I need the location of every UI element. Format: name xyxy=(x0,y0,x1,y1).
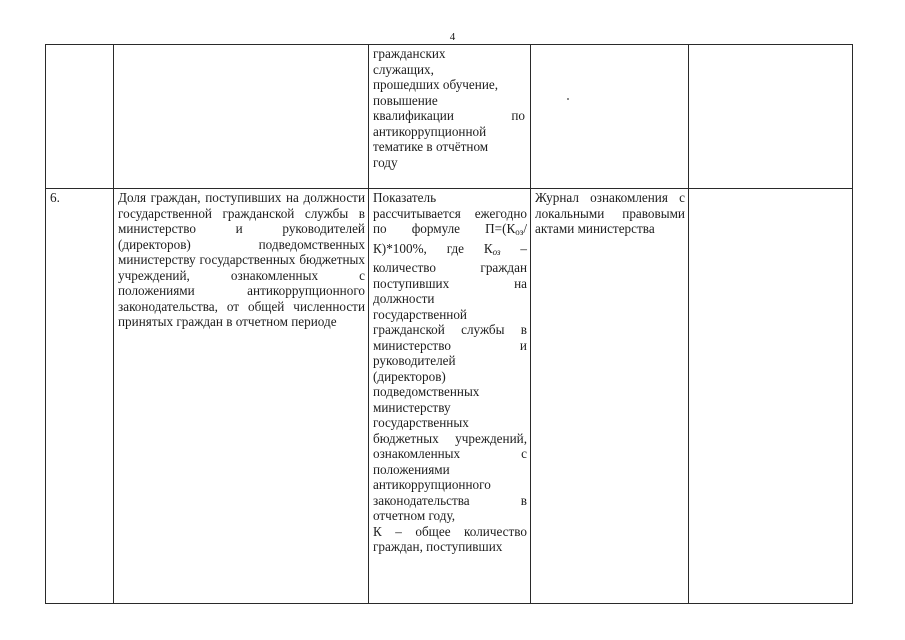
koz-symbol xyxy=(484,241,501,256)
method-line: тематике в отчётном xyxy=(373,139,489,154)
formula-start: П=(К xyxy=(485,221,516,236)
cell-notes-continued xyxy=(689,45,853,189)
k-definition: К – общее количество граждан, поступивших xyxy=(373,523,527,554)
cell-description-continued xyxy=(114,45,369,189)
page-number: 4 xyxy=(449,31,456,43)
method-line: гражданских xyxy=(373,46,446,61)
koz-definition: – количество граждан поступивших на должности государственной гражданской службы в министерство и руководителей (директоров) подведомственных министерству государственных бюджетных учреждений, ознакомленных с положениями антикоррупционного законодательства в отчетном году, xyxy=(373,240,527,523)
method-line: служащих, xyxy=(373,61,434,77)
koz-letter: К xyxy=(483,240,493,256)
cell-description: Доля граждан, поступивших на должности государственной гражданской службы в министерство и руководителей (директоров) подведомственных министерству государственных бюджетных учреждений, ознакомленных с положениями антикоррупционного законодательства, от общей численности принятых граждан в отчетном периоде xyxy=(114,189,369,604)
method-line: повышение xyxy=(373,92,438,108)
formula-end: /К)*100%, где xyxy=(373,221,527,256)
method-line: прошедших обучение, xyxy=(373,77,499,92)
method-intro: Показатель рассчитывается ежегодно по формуле xyxy=(373,190,527,236)
cell-source-continued xyxy=(531,45,689,189)
cell-number-continued xyxy=(46,45,114,189)
method-line-word-1: квалификации xyxy=(373,108,454,123)
koz-subscript: оз xyxy=(492,246,501,257)
table-row-6 xyxy=(46,189,853,604)
indicators-table xyxy=(45,44,853,604)
scan-speck xyxy=(567,98,569,100)
method-line: антикоррупционной xyxy=(373,123,487,139)
cell-notes xyxy=(689,189,853,604)
formula-subscript: оз xyxy=(515,227,524,237)
cell-method xyxy=(369,189,531,604)
method-line-word-2: по xyxy=(511,108,525,123)
method-line: году xyxy=(373,154,398,170)
cell-source: Журнал ознакомления с локальными правовыми актами министерства xyxy=(531,189,689,604)
table-row-continued xyxy=(46,45,853,189)
method-line xyxy=(373,108,527,124)
cell-number: 6. xyxy=(46,189,114,604)
cell-method-continued xyxy=(369,45,531,189)
